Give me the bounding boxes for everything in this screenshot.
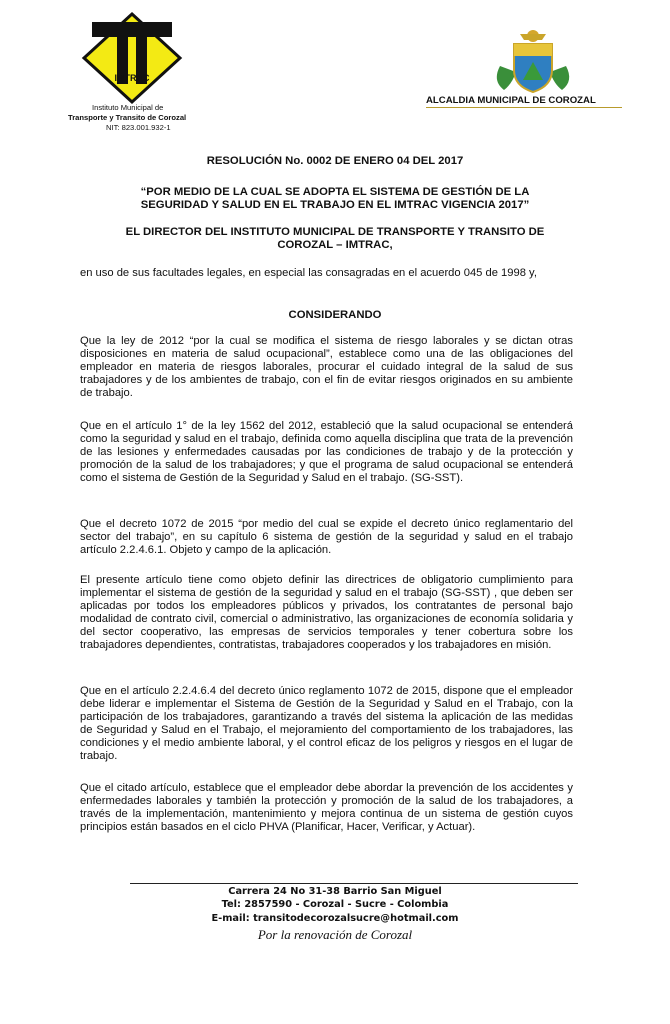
org-name-line2: Transporte y Transito de Corozal (68, 113, 187, 122)
logo-text: IMTRAC (114, 73, 150, 83)
paragraph-1: Que la ley de 2012 “por la cual se modifica el sistema de riesgo laborales y se dictan otras disposiciones en materia de salud ocupacional”, establece como una de las obligaciones del empleador en materia de riesgos laborales, procurar el cuidado integral de la salud de sus trabajadores y de los ambientes de trabajo, con el fin de evitar riesgos originados en su ambiente de trabajo. (80, 335, 573, 399)
director-line-1: EL DIRECTOR DEL INSTITUTO MUNICIPAL DE TRANSPORTE Y TRANSITO DE (125, 226, 545, 238)
resolution-title: RESOLUCIÓN No. 0002 DE ENERO 04 DEL 2017 (206, 155, 464, 167)
paragraph-5: Que en el artículo 2.2.4.6.4 del decreto único reglamento 1072 de 2015, dispone que el empleador debe liderar e implementar el Sistema de Gestión de la Seguridad y Salud en el Trabajo, con la participación de los trabajadores, garantizando a través del sistema la aplicación de las medidas de Seguridad y Salud en el Trabajo, el mejoramiento del comportamiento de los trabajadores, las condiciones y el medio ambiente laboral, y el control eficaz de los peligros y riesgos en el lugar de trabajo. (80, 685, 573, 762)
director-line-2: COROZAL – IMTRAC, (277, 239, 393, 251)
alcaldia-name: ALCALDIA MUNICIPAL DE COROZAL (426, 95, 622, 108)
paragraph-6: Que el citado artículo, establece que el empleador debe abordar la prevención de los accidentes y enfermedades laborales y también la protección y promoción de la salud de los trabajadores, a través de la implementación, mantenimiento y mejora continua de un sistema de gestión cuyos principios están basados en el ciclo PHVA (Planificar, Hacer, Verificar, y Actuar). (80, 782, 573, 833)
considerando-heading: CONSIDERANDO (288, 309, 382, 321)
organization-info (66, 103, 246, 133)
imtrac-logo (80, 10, 184, 106)
resolution-subject (100, 186, 570, 212)
footer-slogan: Por la renovación de Corozal (257, 927, 413, 942)
paragraph-3: Que el decreto 1072 de 2015 “por medio del cual se expide el decreto único reglamentario del sector del trabajo”, en su capítulo 6 sistema de gestión de la seguridad y salud en el trabajo artículo 2.2.4.6.1. Objeto y campo de la aplicación. (80, 518, 573, 556)
subject-line-2: SEGURIDAD Y SALUD EN EL TRABAJO EN EL IMTRAC VIGENCIA 2017” (140, 199, 530, 211)
footer-divider (130, 883, 578, 884)
org-nit: NIT: 823.001.932-1 (106, 123, 171, 132)
subject-line-1: “POR MEDIO DE LA CUAL SE ADOPTA EL SISTEMA DE GESTIÓN DE LA (140, 186, 530, 198)
coat-of-arms-icon (490, 26, 576, 96)
faculties-text: en uso de sus facultades legales, en especial las consagradas en el acuerdo 045 de 1998 y, (80, 267, 537, 279)
director-heading (100, 226, 570, 252)
paragraph-2: Que en el artículo 1° de la ley 1562 del 2012, estableció que la salud ocupacional se entenderá como la seguridad y salud en el trabajo, definida como aquella disciplina que trata de la prevención de las lesiones y enfermedades causadas por las condiciones de trabajo y de la protección y promoción de la salud de los trabajadores; y que el programa de salud ocupacional se entenderá como el sistema de Gestión de la Seguridad y Salud en el trabajo. (SG-SST). (80, 420, 573, 484)
footer-email: E-mail: transitodecorozalsucre@hotmail.com (211, 913, 459, 924)
paragraph-4: El presente artículo tiene como objeto definir las directrices de obligatorio cumplimiento para implementar el sistema de gestión de la seguridad y salud en el trabajo (SG-SST) , que deben ser aplicadas por todos los empleadores públicos y privados, los contratantes de personal bajo modalidad de contrato civil, comercial o administrativo, las organizaciones de economía solidaria y del sector cooperativo, las empresas de servicios temporales y tener cobertura sobre los trabajadores dependientes, contratistas, trabajadores cooperados y los trabajadores en misión. (80, 574, 573, 651)
org-name-line1: Instituto Municipal de (92, 103, 164, 112)
footer-address: Carrera 24 No 31-38 Barrio San Miguel (228, 886, 442, 897)
footer-phone: Tel: 2857590 - Corozal - Sucre - Colombia (221, 899, 449, 910)
